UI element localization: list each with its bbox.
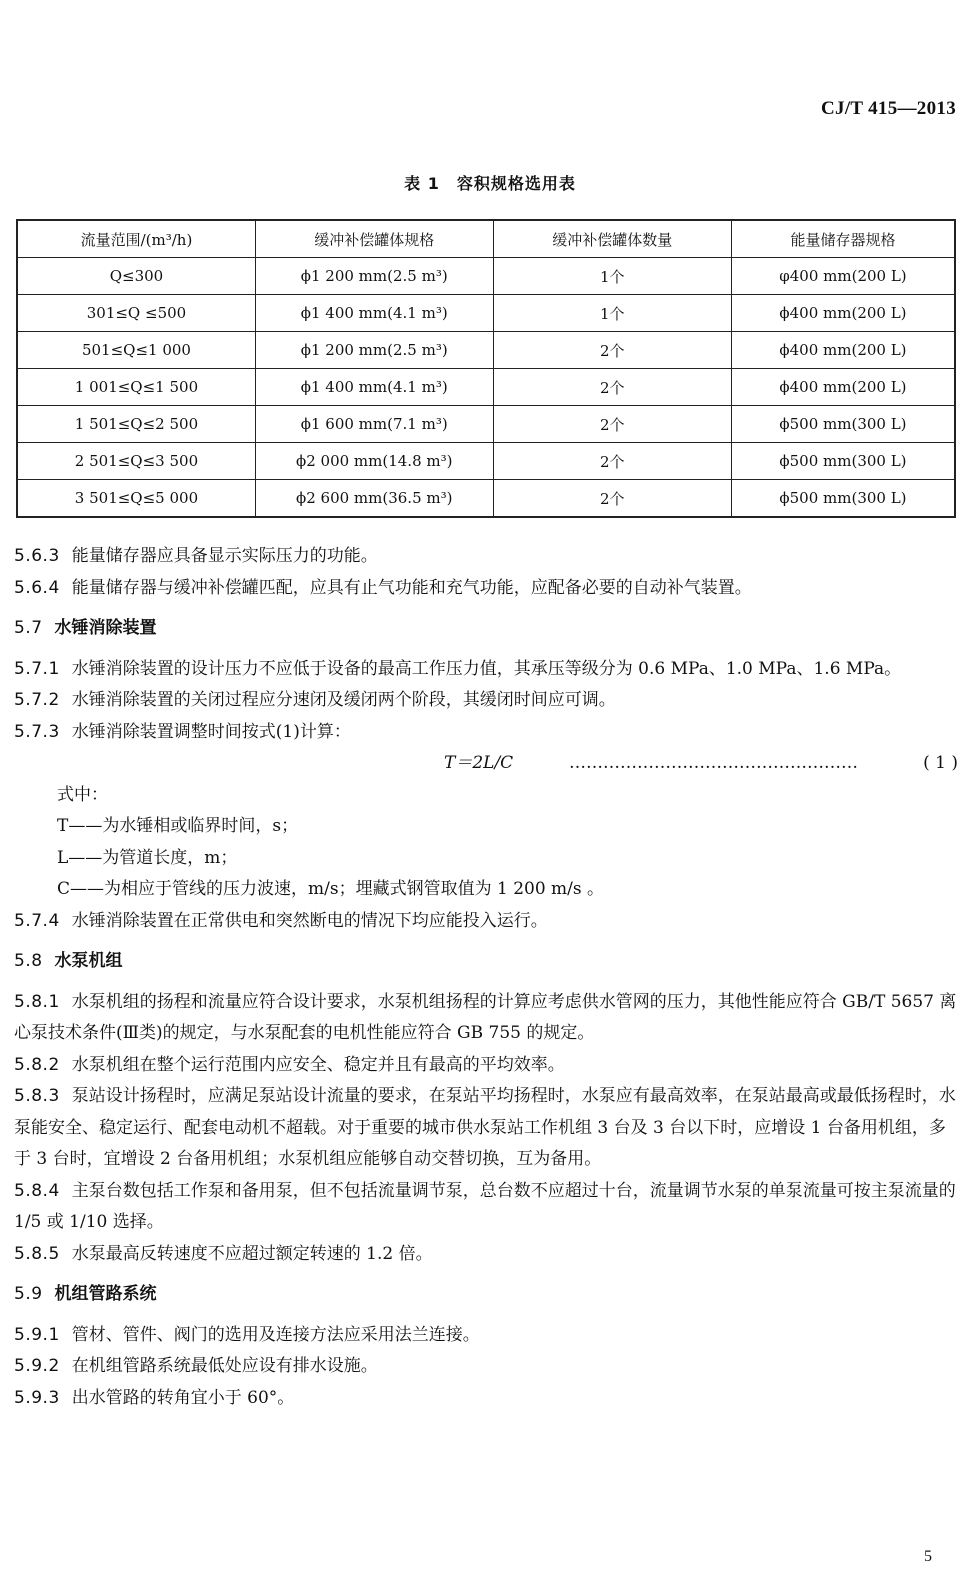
header-accumulator-spec: 能量储存器规格 — [731, 220, 955, 258]
table-cell: 2个 — [493, 369, 731, 406]
table-cell: 2 501≤Q≤3 500 — [17, 443, 255, 480]
clause-text: 出水管路的转角宜小于 60°。 — [71, 1387, 295, 1408]
table-cell: ϕ500 mm(300 L) — [731, 480, 955, 518]
table-cell: ϕ500 mm(300 L) — [731, 406, 955, 443]
clause-5-8-2 — [14, 1050, 960, 1082]
table-cell: ϕ2 600 mm(36.5 m³) — [255, 480, 493, 518]
table-row — [17, 369, 955, 406]
table-cell: 1个 — [493, 295, 731, 332]
formula-expression: T＝2L/C — [444, 753, 514, 773]
table-cell: φ400 mm(200 L) — [731, 258, 955, 295]
section-title-text: 水泵机组 — [54, 951, 123, 971]
section-number: 5.8 — [14, 951, 43, 971]
table-cell: 2个 — [493, 406, 731, 443]
clause-text: 水泵机组在整个运行范围内应安全、稳定并且有最高的平均效率。 — [71, 1054, 565, 1075]
where-item-t: T——为水锤相或临界时间，s； — [57, 816, 299, 836]
header-flow-range: 流量范围/(m³/h) — [17, 220, 255, 258]
clause-number: 5.7.4 — [14, 910, 60, 931]
where-item-l: L——为管道长度，m； — [57, 847, 238, 868]
clause-number: 5.8.5 — [14, 1243, 60, 1264]
clause-5-7-1 — [14, 654, 960, 686]
clause-number: 5.7.3 — [14, 721, 60, 742]
clause-text: 能量储存器应具备显示实际压力的功能。 — [71, 546, 378, 566]
clause-5-8-3 — [14, 1081, 960, 1176]
section-5-7-title — [14, 613, 960, 645]
clause-text: 泵站设计扬程时，应满足泵站设计流量的要求，在泵站平均扬程时，水泵应有最高效率，在泵站最高或最低扬程时，水泵能安全、稳定运行、配套电动机不超载。对于重要的城市供水泵站工作机组 3 台及 3 台以下时，应增设 1 台备用机组，多于 3 台时，宜增设 2 台备用机组；水泵机组应能够自动交替切换，互为备用。 — [14, 1086, 956, 1169]
clause-text: 主泵台数包括工作泵和备用泵，但不包括流量调节泵，总台数不应超过十台，流量调节水泵的单泵流量可按主泵流量的 1/5 或 1/10 选择。 — [14, 1180, 956, 1232]
table-cell: ϕ500 mm(300 L) — [731, 443, 955, 480]
standard-code: CJ/T 415—2013 — [821, 98, 956, 119]
clause-5-9-3 — [14, 1383, 960, 1415]
table-header-row — [17, 220, 955, 258]
where-item-c: C——为相应于管线的压力波速，m/s；埋藏式钢管取值为 1 200 m/s 。 — [57, 879, 605, 899]
clause-5-8-4 — [14, 1176, 960, 1239]
formula-line — [14, 748, 960, 780]
clause-number: 5.9.3 — [14, 1387, 60, 1408]
clause-number: 5.8.3 — [14, 1086, 60, 1106]
clause-5-8-1 — [14, 987, 960, 1050]
clause-text: 水泵机组的扬程和流量应符合设计要求，水泵机组扬程的计算应考虑供水管网的压力，其他性能应符合 GB/T 5657 离心泵技术条件(Ⅲ类)的规定，与水泵配套的电机性能应符合 GB 755 的规定。 — [14, 991, 957, 1043]
clause-5-9-2 — [14, 1351, 960, 1383]
table-cell: 501≤Q≤1 000 — [17, 332, 255, 369]
table-row — [17, 258, 955, 295]
clause-number: 5.9.1 — [14, 1324, 60, 1345]
clause-text: 能量储存器与缓冲补偿罐匹配，应具有止气功能和充气功能，应配备必要的自动补气装置。 — [71, 577, 752, 598]
clause-5-8-5 — [14, 1239, 960, 1271]
clause-text: 管材、管件、阀门的选用及连接方法应采用法兰连接。 — [71, 1324, 480, 1345]
table-cell: 2个 — [493, 480, 731, 518]
clause-text: 水锤消除装置的设计压力不应低于设备的最高工作压力值，其承压等级分为 0.6 MPa、1.0 MPa、1.6 MPa。 — [71, 658, 902, 679]
table-cell: 2个 — [493, 332, 731, 369]
clause-5-7-2 — [14, 685, 960, 717]
clause-5-9-1 — [14, 1320, 960, 1352]
table-cell: 3 501≤Q≤5 000 — [17, 480, 255, 518]
table-row — [17, 406, 955, 443]
header-tank-spec: 缓冲补偿罐体规格 — [255, 220, 493, 258]
clause-5-7-4 — [14, 906, 960, 938]
section-5-9-title — [14, 1279, 960, 1311]
clause-number: 5.8.1 — [14, 991, 60, 1012]
table-caption: 表 1 容积规格选用表 — [404, 174, 576, 193]
table-cell: ϕ1 200 mm(2.5 m³) — [255, 332, 493, 369]
clause-text: 水锤消除装置调整时间按式(1)计算： — [71, 721, 351, 742]
table-row — [17, 332, 955, 369]
clause-number: 5.7.2 — [14, 690, 60, 710]
clause-number: 5.6.4 — [14, 577, 60, 598]
section-title-text: 水锤消除装置 — [54, 618, 157, 638]
clause-text: 水泵最高反转速度不应超过额定转速的 1.2 倍。 — [71, 1243, 433, 1264]
header-tank-count: 缓冲补偿罐体数量 — [493, 220, 731, 258]
table-row — [17, 295, 955, 332]
clause-number: 5.6.3 — [14, 546, 60, 566]
clause-number: 5.8.4 — [14, 1180, 60, 1201]
clause-text: 水锤消除装置的关闭过程应分速闭及缓闭两个阶段，其缓闭时间应可调。 — [71, 690, 616, 710]
clause-text: 在机组管路系统最低处应设有排水设施。 — [71, 1356, 378, 1376]
table-cell: 301≤Q ≤500 — [17, 295, 255, 332]
page-number: 5 — [924, 1548, 932, 1565]
formula-leader-dots: …………………………………………… — [569, 753, 858, 773]
table-cell: 1 501≤Q≤2 500 — [17, 406, 255, 443]
table-cell: ϕ1 400 mm(4.1 m³) — [255, 369, 493, 406]
table-cell: ϕ1 400 mm(4.1 m³) — [255, 295, 493, 332]
section-number: 5.9 — [14, 1284, 43, 1304]
clause-5-6-3 — [14, 541, 960, 573]
table-cell: Q≤300 — [17, 258, 255, 295]
table-cell: ϕ2 000 mm(14.8 m³) — [255, 443, 493, 480]
body-text — [14, 541, 960, 1414]
table-cell: 1个 — [493, 258, 731, 295]
volume-spec-table — [16, 219, 956, 518]
table-row — [17, 443, 955, 480]
table-cell: ϕ400 mm(200 L) — [731, 369, 955, 406]
formula-number: ( 1 ) — [923, 753, 958, 773]
table-cell: ϕ1 600 mm(7.1 m³) — [255, 406, 493, 443]
clause-number: 5.8.2 — [14, 1054, 60, 1075]
table-cell: 1 001≤Q≤1 500 — [17, 369, 255, 406]
clause-5-6-4 — [14, 573, 960, 605]
table-row — [17, 480, 955, 518]
where-intro: 式中： — [57, 784, 108, 805]
table-cell: ϕ400 mm(200 L) — [731, 332, 955, 369]
section-number: 5.7 — [14, 618, 43, 638]
clause-number: 5.9.2 — [14, 1356, 60, 1376]
table-cell: ϕ400 mm(200 L) — [731, 295, 955, 332]
section-title-text: 机组管路系统 — [54, 1284, 157, 1304]
section-5-8-title — [14, 946, 960, 978]
clause-number: 5.7.1 — [14, 658, 60, 679]
clause-text: 水锤消除装置在正常供电和突然断电的情况下均应能投入运行。 — [71, 910, 548, 931]
table-cell: ϕ1 200 mm(2.5 m³) — [255, 258, 493, 295]
table-cell: 2个 — [493, 443, 731, 480]
clause-5-7-3 — [14, 717, 960, 749]
